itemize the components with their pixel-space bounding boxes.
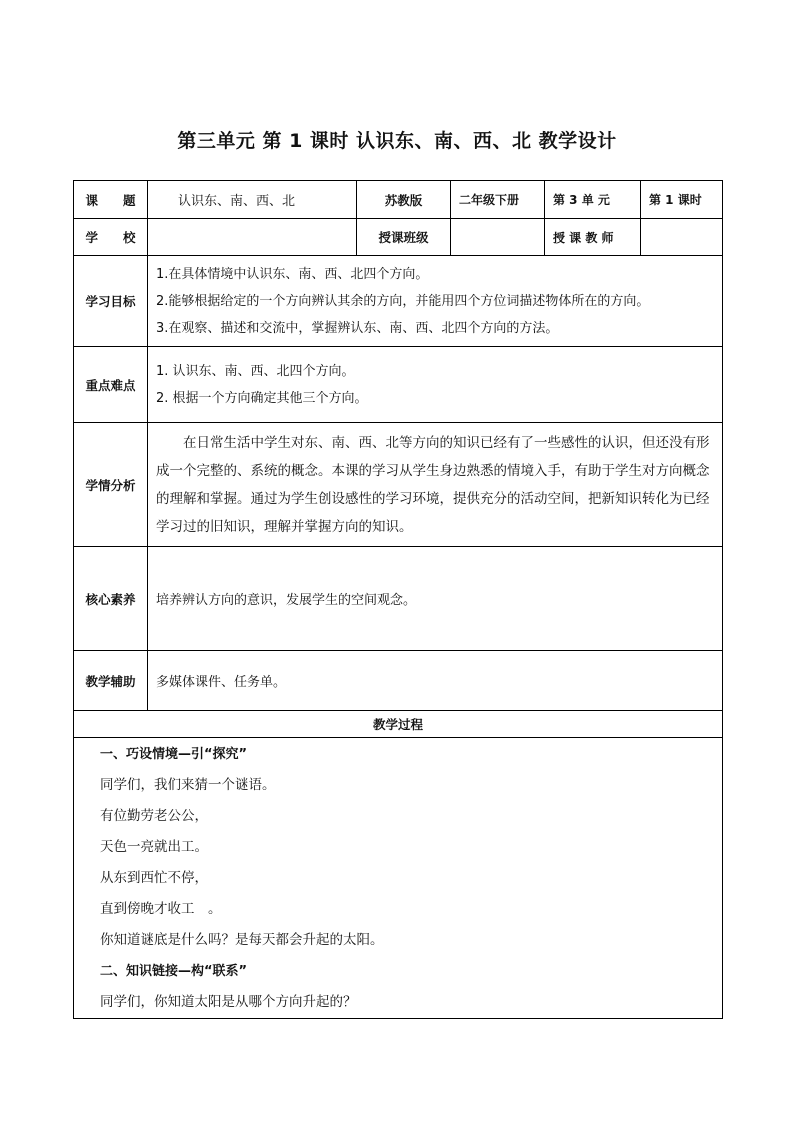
row-core <box>74 547 723 651</box>
process-line: 直到傍晚才收工 。 <box>100 900 222 917</box>
section-heading: 一、巧设情境—引“探究” <box>100 746 248 762</box>
process-line: 有位勤劳老公公， <box>100 807 208 824</box>
grade: 二年级下册 <box>451 181 545 219</box>
key-points-content <box>148 347 723 423</box>
class-label: 授课班级 <box>357 219 451 256</box>
row-topic <box>74 181 723 219</box>
goal-item: 3.在观察、描述和交流中，掌握辨认东、南、西、北四个方向的方法。 <box>156 320 559 336</box>
aids-label: 教学辅助 <box>74 651 148 711</box>
school-label: 学 校 <box>74 219 148 256</box>
unit: 第 3 单 元 <box>545 181 641 219</box>
key-points-label: 重点难点 <box>74 347 148 423</box>
row-process <box>74 738 723 1019</box>
aids-text: 多媒体课件、任务单。 <box>148 651 723 711</box>
publisher: 苏教版 <box>357 181 451 219</box>
goals-label: 学习目标 <box>74 256 148 347</box>
topic-label: 课 题 <box>74 181 148 219</box>
process-line: 天色一亮就出工。 <box>100 838 208 855</box>
row-analysis <box>74 423 723 547</box>
topic-value: 认识东、南、西、北 <box>148 181 357 219</box>
lesson-plan-table <box>73 180 723 1019</box>
process-line: 从东到西忙不停， <box>100 869 208 886</box>
row-process-heading <box>74 711 723 738</box>
school-value <box>148 219 357 256</box>
goal-item: 1.在具体情境中认识东、南、西、北四个方向。 <box>156 266 429 282</box>
process-line: 同学们，我们来猜一个谜语。 <box>100 776 276 793</box>
key-point-item: 1. 认识东、南、西、北四个方向。 <box>156 363 355 379</box>
goals-content <box>148 256 723 347</box>
row-key-points <box>74 347 723 423</box>
goal-item: 2.能够根据给定的一个方向辨认其余的方向，并能用四个方位词描述物体所在的方向。 <box>156 293 650 309</box>
row-goals <box>74 256 723 347</box>
page-title: 第三单元 第 1 课时 认识东、南、西、北 教学设计 <box>177 130 617 152</box>
process-content <box>74 738 723 1019</box>
analysis-text: 在日常生活中学生对东、南、西、北等方向的知识已经有了一些感性的认识，但还没有形成一个完整的、系统的概念。本课的学习从学生身边熟悉的情境入手，有助于学生对方向概念的理解和掌握。通过为学生创设感性的学习环境，提供充分的活动空间，把新知识转化为已经学习过的旧知识，理解并掌握方向的知识。 <box>148 423 723 547</box>
class-value <box>451 219 545 256</box>
process-line: 同学们，你知道太阳是从哪个方向升起的？ <box>100 993 357 1010</box>
section-heading: 二、知识链接—构“联系” <box>100 963 248 979</box>
process-line: 你知道谜底是什么吗？是每天都会升起的太阳。 <box>100 931 384 948</box>
teacher-label: 授 课 教 师 <box>545 219 641 256</box>
lesson: 第 1 课时 <box>641 181 723 219</box>
row-school <box>74 219 723 256</box>
core-text: 培养辨认方向的意识，发展学生的空间观念。 <box>148 547 723 651</box>
process-heading: 教学过程 <box>74 711 723 738</box>
analysis-label: 学情分析 <box>74 423 148 547</box>
core-label: 核心素养 <box>74 547 148 651</box>
key-point-item: 2. 根据一个方向确定其他三个方向。 <box>156 390 368 406</box>
teacher-value <box>641 219 723 256</box>
row-aids <box>74 651 723 711</box>
